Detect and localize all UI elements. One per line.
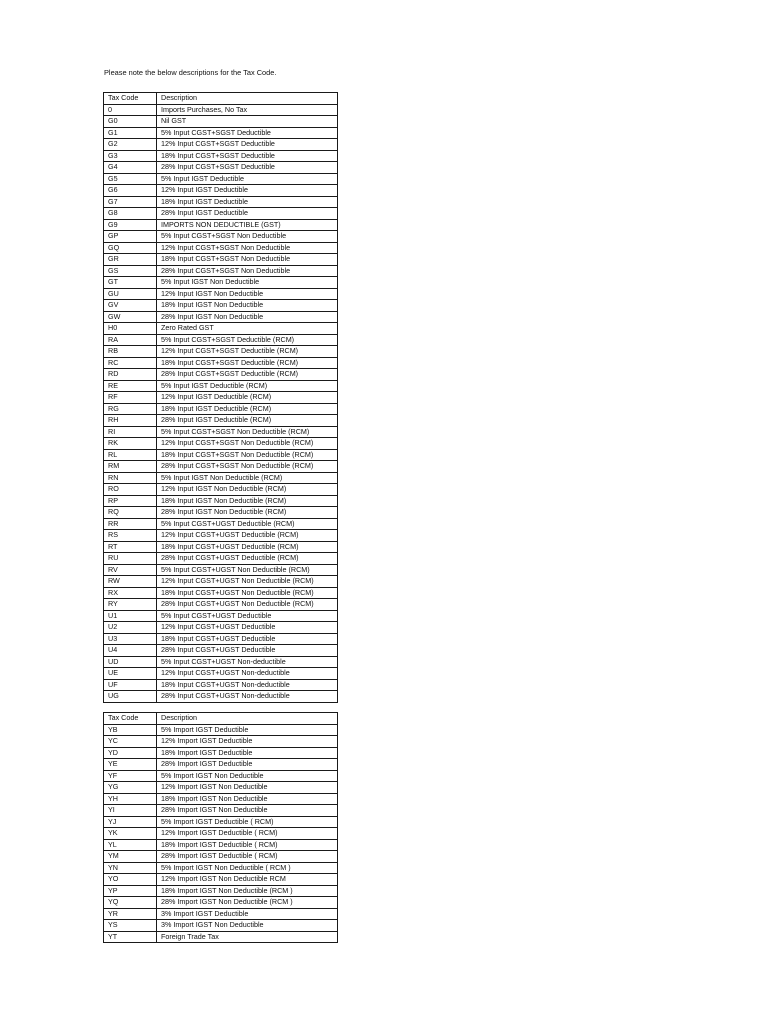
description-cell: 18% Input CGST+UGST Deductible <box>157 633 338 645</box>
description-cell: 5% Input IGST Deductible <box>157 173 338 185</box>
description-cell: 12% Input IGST Non Deductible (RCM) <box>157 484 338 496</box>
table-row <box>104 805 338 817</box>
table-row <box>104 173 338 185</box>
table-row <box>104 553 338 565</box>
tax-code-cell: RX <box>104 587 157 599</box>
table-row <box>104 518 338 530</box>
description-cell: 28% Input CGST+UGST Non Deductible (RCM) <box>157 599 338 611</box>
table-row <box>104 587 338 599</box>
tax-code-cell: RE <box>104 380 157 392</box>
description-cell: 18% Input CGST+SGST Non Deductible <box>157 254 338 266</box>
tax-code-cell: RD <box>104 369 157 381</box>
description-cell: 5% Input CGST+SGST Non Deductible <box>157 231 338 243</box>
tax-code-cell: U2 <box>104 622 157 634</box>
description-cell: 12% Input CGST+SGST Non Deductible <box>157 242 338 254</box>
table-row <box>104 908 338 920</box>
table-row <box>104 323 338 335</box>
tax-code-cell: YK <box>104 828 157 840</box>
description-cell: 18% Input IGST Deductible <box>157 196 338 208</box>
table-row <box>104 839 338 851</box>
description-cell: 28% Import IGST Non Deductible (RCM ) <box>157 897 338 909</box>
tax-code-cell: UD <box>104 656 157 668</box>
tax-code-cell: RW <box>104 576 157 588</box>
table-row <box>104 885 338 897</box>
description-cell: 5% Input CGST+SGST Deductible (RCM) <box>157 334 338 346</box>
tax-code-cell: UE <box>104 668 157 680</box>
description-cell: 12% Input IGST Deductible (RCM) <box>157 392 338 404</box>
table-row <box>104 530 338 542</box>
tax-code-cell: YO <box>104 874 157 886</box>
description-cell: Zero Rated GST <box>157 323 338 335</box>
tax-code-cell: YD <box>104 747 157 759</box>
table-row <box>104 679 338 691</box>
table-row <box>104 116 338 128</box>
description-cell: 28% Input CGST+UGST Deductible <box>157 645 338 657</box>
description-cell: 28% Import IGST Non Deductible <box>157 805 338 817</box>
table-row <box>104 770 338 782</box>
description-cell: 5% Input CGST+UGST Deductible <box>157 610 338 622</box>
tax-code-cell: YP <box>104 885 157 897</box>
tax-code-cell: RG <box>104 403 157 415</box>
tax-code-cell: YQ <box>104 897 157 909</box>
table-row <box>104 668 338 680</box>
tax-code-cell: RS <box>104 530 157 542</box>
tax-code-cell: H0 <box>104 323 157 335</box>
tax-code-cell: UF <box>104 679 157 691</box>
description-cell: 28% Input CGST+UGST Deductible (RCM) <box>157 553 338 565</box>
tax-code-cell: YE <box>104 759 157 771</box>
table-row <box>104 507 338 519</box>
description-cell: 28% Input IGST Non Deductible (RCM) <box>157 507 338 519</box>
description-cell: 12% Import IGST Deductible ( RCM) <box>157 828 338 840</box>
tax-code-cell: YC <box>104 736 157 748</box>
description-cell: 18% Input CGST+UGST Non Deductible (RCM) <box>157 587 338 599</box>
description-cell: 28% Input IGST Non Deductible <box>157 311 338 323</box>
tax-code-cell: G0 <box>104 116 157 128</box>
tax-code-cell: GV <box>104 300 157 312</box>
description-cell: 12% Import IGST Non Deductible RCM <box>157 874 338 886</box>
description-cell: IMPORTS NON DEDUCTIBLE (GST) <box>157 219 338 231</box>
tax-code-cell: RR <box>104 518 157 530</box>
table-row <box>104 484 338 496</box>
tax-code-cell: YN <box>104 862 157 874</box>
tax-code-cell: G3 <box>104 150 157 162</box>
tax-code-cell: RM <box>104 461 157 473</box>
tax-code-cell: YB <box>104 724 157 736</box>
description-cell: 28% Input CGST+SGST Deductible <box>157 162 338 174</box>
description-cell: 12% Import IGST Non Deductible <box>157 782 338 794</box>
table-row <box>104 828 338 840</box>
description-cell: 5% Input CGST+UGST Non-deductible <box>157 656 338 668</box>
table-row <box>104 334 338 346</box>
tax-code-cell: G7 <box>104 196 157 208</box>
table-row <box>104 415 338 427</box>
tax-code-cell: G4 <box>104 162 157 174</box>
description-cell: 5% Import IGST Deductible ( RCM) <box>157 816 338 828</box>
table-row <box>104 747 338 759</box>
description-cell: 18% Input CGST+SGST Non Deductible (RCM) <box>157 449 338 461</box>
tax-code-cell: 0 <box>104 104 157 116</box>
table-row <box>104 288 338 300</box>
tax-code-cell: G6 <box>104 185 157 197</box>
tax-code-cell: G9 <box>104 219 157 231</box>
description-cell: 18% Import IGST Non Deductible <box>157 793 338 805</box>
table-row <box>104 610 338 622</box>
description-cell: 28% Input IGST Deductible (RCM) <box>157 415 338 427</box>
description-cell: Nil GST <box>157 116 338 128</box>
table-row <box>104 495 338 507</box>
tax-code-cell: YT <box>104 931 157 943</box>
table-row <box>104 920 338 932</box>
description-cell: 18% Input CGST+SGST Deductible <box>157 150 338 162</box>
table-row <box>104 346 338 358</box>
description-cell: 12% Input CGST+UGST Deductible <box>157 622 338 634</box>
table-row <box>104 897 338 909</box>
tax-code-cell: G8 <box>104 208 157 220</box>
description-cell: 12% Input CGST+UGST Deductible (RCM) <box>157 530 338 542</box>
description-cell: 12% Input CGST+SGST Deductible <box>157 139 338 151</box>
tax-code-cell: RO <box>104 484 157 496</box>
table-row <box>104 793 338 805</box>
tax-code-cell: U1 <box>104 610 157 622</box>
description-cell: 18% Import IGST Deductible ( RCM) <box>157 839 338 851</box>
tax-code-cell: RN <box>104 472 157 484</box>
table-row <box>104 265 338 277</box>
header-description: Description <box>157 93 338 105</box>
table-row <box>104 862 338 874</box>
tax-code-cell: YL <box>104 839 157 851</box>
description-cell: 5% Input IGST Non Deductible <box>157 277 338 289</box>
table-row <box>104 380 338 392</box>
table-row <box>104 438 338 450</box>
table-row <box>104 656 338 668</box>
tax-code-cell: G2 <box>104 139 157 151</box>
description-cell: 28% Input CGST+SGST Deductible (RCM) <box>157 369 338 381</box>
tax-code-cell: RL <box>104 449 157 461</box>
description-cell: 18% Input IGST Non Deductible <box>157 300 338 312</box>
description-cell: 28% Input CGST+SGST Non Deductible (RCM) <box>157 461 338 473</box>
table-body <box>104 713 338 943</box>
tax-code-cell: RH <box>104 415 157 427</box>
table-row <box>104 150 338 162</box>
tax-code-cell: RA <box>104 334 157 346</box>
description-cell: 18% Input IGST Non Deductible (RCM) <box>157 495 338 507</box>
table-row <box>104 127 338 139</box>
tax-code-cell: GP <box>104 231 157 243</box>
table-body <box>104 93 338 703</box>
tax-code-cell: GS <box>104 265 157 277</box>
description-cell: 3% Import IGST Non Deductible <box>157 920 338 932</box>
tax-code-cell: RY <box>104 599 157 611</box>
table-row <box>104 564 338 576</box>
tax-code-cell: GR <box>104 254 157 266</box>
table-row <box>104 633 338 645</box>
table-row <box>104 254 338 266</box>
description-cell: 5% Import IGST Non Deductible <box>157 770 338 782</box>
description-cell: 28% Input IGST Deductible <box>157 208 338 220</box>
tax-code-cell: YH <box>104 793 157 805</box>
tax-code-cell: GW <box>104 311 157 323</box>
table-row <box>104 759 338 771</box>
table-row <box>104 449 338 461</box>
tax-code-cell: U3 <box>104 633 157 645</box>
description-cell: 3% Import IGST Deductible <box>157 908 338 920</box>
table-row <box>104 277 338 289</box>
tax-code-cell: RI <box>104 426 157 438</box>
table-row <box>104 461 338 473</box>
tax-code-cell: YM <box>104 851 157 863</box>
description-cell: 28% Import IGST Deductible <box>157 759 338 771</box>
tax-code-cell: RK <box>104 438 157 450</box>
table-header-row <box>104 93 338 105</box>
intro-text: Please note the below descriptions for the Tax Code. <box>104 68 277 77</box>
description-cell: 12% Import IGST Deductible <box>157 736 338 748</box>
table-row <box>104 931 338 943</box>
header-tax-code: Tax Code <box>104 93 157 105</box>
table-row <box>104 622 338 634</box>
tax-code-table-import <box>103 712 338 943</box>
description-cell: 12% Input CGST+SGST Non Deductible (RCM) <box>157 438 338 450</box>
description-cell: 5% Import IGST Deductible <box>157 724 338 736</box>
table-row <box>104 691 338 703</box>
tax-code-cell: U4 <box>104 645 157 657</box>
table-row <box>104 196 338 208</box>
table-row <box>104 816 338 828</box>
table-row <box>104 736 338 748</box>
table-row <box>104 104 338 116</box>
table-row <box>104 392 338 404</box>
description-cell: 18% Import IGST Deductible <box>157 747 338 759</box>
tax-code-cell: YS <box>104 920 157 932</box>
tax-code-cell: RV <box>104 564 157 576</box>
description-cell: 18% Import IGST Non Deductible (RCM ) <box>157 885 338 897</box>
description-cell: 18% Input CGST+UGST Non-deductible <box>157 679 338 691</box>
tax-code-cell: G1 <box>104 127 157 139</box>
table-row <box>104 576 338 588</box>
table-row <box>104 300 338 312</box>
description-cell: 18% Input CGST+SGST Deductible (RCM) <box>157 357 338 369</box>
table-row <box>104 242 338 254</box>
tax-code-cell: GT <box>104 277 157 289</box>
tax-code-cell: GQ <box>104 242 157 254</box>
table-header-row <box>104 713 338 725</box>
description-cell: 28% Import IGST Deductible ( RCM) <box>157 851 338 863</box>
description-cell: 12% Input CGST+UGST Non-deductible <box>157 668 338 680</box>
table-row <box>104 541 338 553</box>
description-cell: 5% Input CGST+SGST Deductible <box>157 127 338 139</box>
table-row <box>104 599 338 611</box>
description-cell: 5% Input IGST Deductible (RCM) <box>157 380 338 392</box>
description-cell: 28% Input CGST+UGST Non-deductible <box>157 691 338 703</box>
table-row <box>104 219 338 231</box>
table-row <box>104 357 338 369</box>
tax-code-cell: RB <box>104 346 157 358</box>
tax-code-cell: RT <box>104 541 157 553</box>
tax-code-cell: RF <box>104 392 157 404</box>
table-row <box>104 139 338 151</box>
tax-code-cell: G5 <box>104 173 157 185</box>
description-cell: Imports Purchases, No Tax <box>157 104 338 116</box>
table-row <box>104 369 338 381</box>
table-row <box>104 472 338 484</box>
table-row <box>104 162 338 174</box>
description-cell: 5% Input IGST Non Deductible (RCM) <box>157 472 338 484</box>
tax-code-cell: YF <box>104 770 157 782</box>
table-row <box>104 724 338 736</box>
tax-code-cell: YG <box>104 782 157 794</box>
description-cell: Foreign Trade Tax <box>157 931 338 943</box>
table-row <box>104 231 338 243</box>
header-description: Description <box>157 713 338 725</box>
tax-code-cell: UG <box>104 691 157 703</box>
tax-code-table-gst <box>103 92 338 703</box>
table-row <box>104 403 338 415</box>
tax-code-cell: RC <box>104 357 157 369</box>
tax-code-cell: RU <box>104 553 157 565</box>
table-row <box>104 426 338 438</box>
tax-code-cell: YI <box>104 805 157 817</box>
tax-code-cell: GU <box>104 288 157 300</box>
table-row <box>104 208 338 220</box>
tax-code-cell: RP <box>104 495 157 507</box>
description-cell: 12% Input IGST Deductible <box>157 185 338 197</box>
description-cell: 5% Import IGST Non Deductible ( RCM ) <box>157 862 338 874</box>
description-cell: 5% Input CGST+UGST Non Deductible (RCM) <box>157 564 338 576</box>
description-cell: 18% Input IGST Deductible (RCM) <box>157 403 338 415</box>
tax-code-cell: YR <box>104 908 157 920</box>
description-cell: 5% Input CGST+SGST Non Deductible (RCM) <box>157 426 338 438</box>
table-row <box>104 311 338 323</box>
description-cell: 28% Input CGST+SGST Non Deductible <box>157 265 338 277</box>
description-cell: 12% Input CGST+UGST Non Deductible (RCM) <box>157 576 338 588</box>
table-row <box>104 645 338 657</box>
tax-code-cell: YJ <box>104 816 157 828</box>
table-row <box>104 851 338 863</box>
table-row <box>104 874 338 886</box>
table-row <box>104 782 338 794</box>
description-cell: 5% Input CGST+UGST Deductible (RCM) <box>157 518 338 530</box>
description-cell: 12% Input CGST+SGST Deductible (RCM) <box>157 346 338 358</box>
header-tax-code: Tax Code <box>104 713 157 725</box>
tax-code-cell: RQ <box>104 507 157 519</box>
description-cell: 18% Input CGST+UGST Deductible (RCM) <box>157 541 338 553</box>
description-cell: 12% Input IGST Non Deductible <box>157 288 338 300</box>
table-row <box>104 185 338 197</box>
